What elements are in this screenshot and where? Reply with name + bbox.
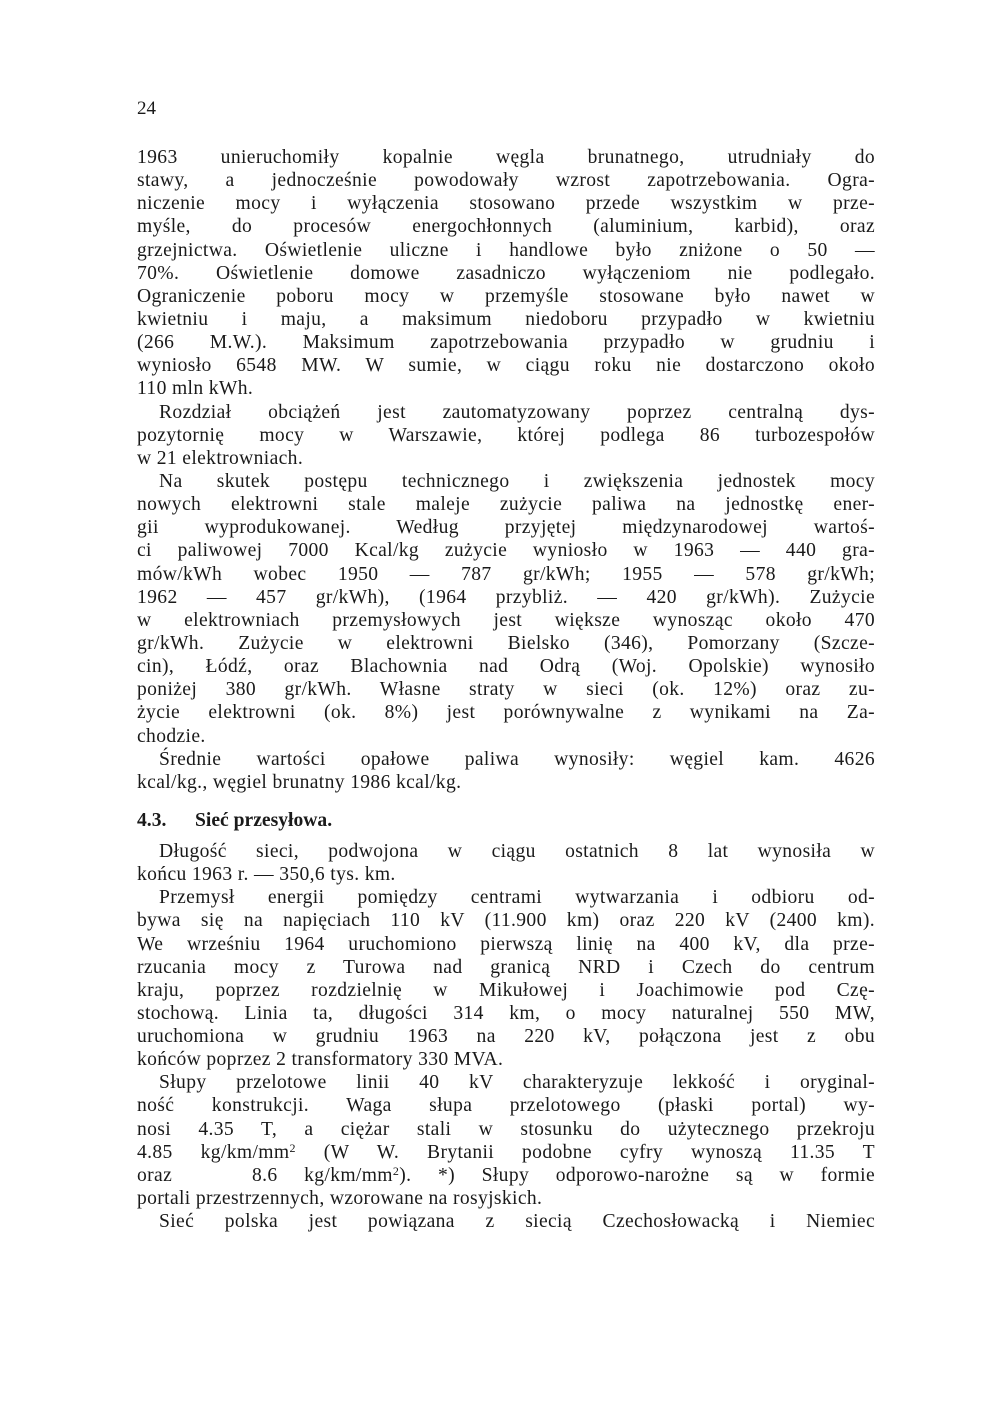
paragraph-line [137,1164,875,1187]
paragraph [137,146,875,401]
paragraph [137,1071,875,1210]
paragraph [137,470,875,748]
paragraph-line: Rozdział obciążeń jest zautomatyzowany poprzez centralną dys- [159,401,875,423]
line-text: 4.85 kg/km/mm [137,1141,290,1163]
paragraph-line: Długość sieci, podwojona w ciągu ostatnich 8 lat wynosiła w [159,840,875,862]
paragraph-line: pozytornię mocy w Warszawie, której podlega 86 turbozespołów [137,424,875,446]
paragraph-line: rzucania mocy z Turowa nad granicą NRD i Czech do centrum [137,956,875,978]
paragraph-line: ci paliwowej 7000 Kcal/kg zużycie wyniosło w 1963 — 440 gra- [137,540,875,562]
paragraph [137,748,875,794]
line-text: oraz 8.6 kg/km/mm [137,1164,393,1186]
paragraph-line: nowych elektrowni stale maleje zużycie paliwa na jednostkę ener- [137,494,875,516]
paragraph-line: końcu 1963 r. — 350,6 tys. km. [137,864,396,886]
paragraph-line: kraju, poprzez rozdzielnię w Mikułowej i Joachimowie pod Czę- [137,979,875,1001]
paragraph-line: życie elektrowni (ok. 8%) jest porównywalne z wynikami na Za- [137,702,875,724]
paragraph-line: Sieć polska jest powiązana z siecią Czechosłowacką i Niemiec [159,1211,875,1233]
paragraph-line: bywa się na napięciach 110 kV (11.900 km) oraz 220 kV (2400 km). [137,910,875,932]
paragraph-line: stawy, a jednocześnie powodowały wzrost zapotrzebowania. Ogra- [137,170,875,192]
paragraph-line: końców poprzez 2 transformatory 330 MVA. [137,1049,504,1071]
superscript: 2 [289,1140,296,1155]
paragraph [137,886,875,1071]
paragraph-line: Na skutek postępu technicznego i zwiększenia jednostek mocy [159,470,875,492]
paragraph-line: w elektrowniach przemysłowych jest większe wynosząc około 470 [137,609,875,631]
paragraph-line: w 21 elektrowniach. [137,447,304,469]
section-number: 4.3. [137,809,167,831]
section-heading [137,794,875,840]
paragraph-line: We wrześniu 1964 uruchomiono pierwszą linię na 400 kV, dla prze- [137,933,875,955]
paragraph-line: Słupy przelotowe linii 40 kV charakteryzuje lekkość i oryginal- [159,1072,875,1094]
paragraphs-top [137,146,875,794]
paragraph-line: chodzie. [137,725,206,747]
paragraph-line: Średnie wartości opałowe paliwa wynosiły: węgiel kam. 4626 [159,748,875,770]
line-text: (W W. Brytanii podobne cyfry wynoszą 11.35 T [295,1141,875,1163]
section-title: Sieć przesyłowa. [195,809,333,831]
paragraph-line: uruchomiona w grudniu 1963 na 220 kV, połączona jest z obu [137,1026,875,1048]
paragraph-line: 1963 unieruchomiły kopalnie węgla brunatnego, utrudniały do [137,147,875,168]
paragraph-line: poniżej 380 gr/kWh. Własne straty w sieci (ok. 12%) oraz zu- [137,679,875,701]
paragraph [137,1210,875,1233]
paragraph-line: grzejnictwa. Oświetlenie uliczne i handlowe było zniżone o 50 — [137,239,875,261]
paragraph-line: gii wyprodukowanej. Według przyjętej międzynarodowej wartoś- [137,517,875,539]
paragraph-line: gr/kWh. Zużycie w elektrowni Bielsko (346), Pomorzany (Szcze- [137,632,875,654]
paragraph-line: kcal/kg., węgiel brunatny 1986 kcal/kg. [137,771,462,793]
paragraph-line: nosi 4.35 T, a ciężar stali w stosunku do użytecznego przekroju [137,1118,875,1140]
body-text [137,146,875,1233]
paragraph-line [137,1141,875,1164]
paragraph-line: (266 M.W.). Maksimum zapotrzebowania przypadło w grudniu i [137,332,875,354]
paragraph-line: niczenie mocy i wyłączenia stosowano przede wszystkim w prze- [137,193,875,215]
paragraph [137,401,875,470]
page-number: 24 [137,98,156,119]
paragraph-line: cin), Łódź, oraz Blachownia nad Odrą (Woj. Opolskie) wynosiło [137,656,875,678]
paragraph-line: 110 mln kWh. [137,378,254,400]
superscript: 2 [392,1163,400,1178]
paragraph-line: 1962 — 457 gr/kWh), (1964 przybliż. — 420 gr/kWh). Zużycie [137,586,875,608]
paragraph-line: mów/kWh wobec 1950 — 787 gr/kWh; 1955 — 578 gr/kWh; [137,563,875,585]
paragraph-line: Przemysł energii pomiędzy centrami wytwarzania i odbioru od- [159,887,875,909]
paragraph-line: portali przestrzennych, wzorowane na rosyjskich. [137,1188,543,1210]
paragraph-line: wyniosło 6548 MW. W sumie, w ciągu roku nie dostarczono około [137,355,875,377]
paragraph-line: Ograniczenie poboru mocy w przemyśle stosowane było nawet w [137,285,875,307]
paragraph-line: stochową. Linia ta, długości 314 km, o mocy naturalnej 550 MW, [137,1002,875,1024]
paragraph-line: ność konstrukcji. Waga słupa przelotowego (płaski portal) wy- [137,1095,875,1117]
paragraph-line: myśle, do procesów energochłonnych (aluminium, karbid), oraz [137,216,875,238]
paragraph-line: kwietniu i maju, a maksimum niedoboru przypadło w kwietniu [137,308,875,330]
paragraph-line: 70%. Oświetlenie domowe zasadniczo wyłączeniom nie podlegało. [137,262,875,284]
line-text: ). *) Słupy odporowo-narożne są w formie [399,1164,875,1186]
paragraph [137,840,875,886]
